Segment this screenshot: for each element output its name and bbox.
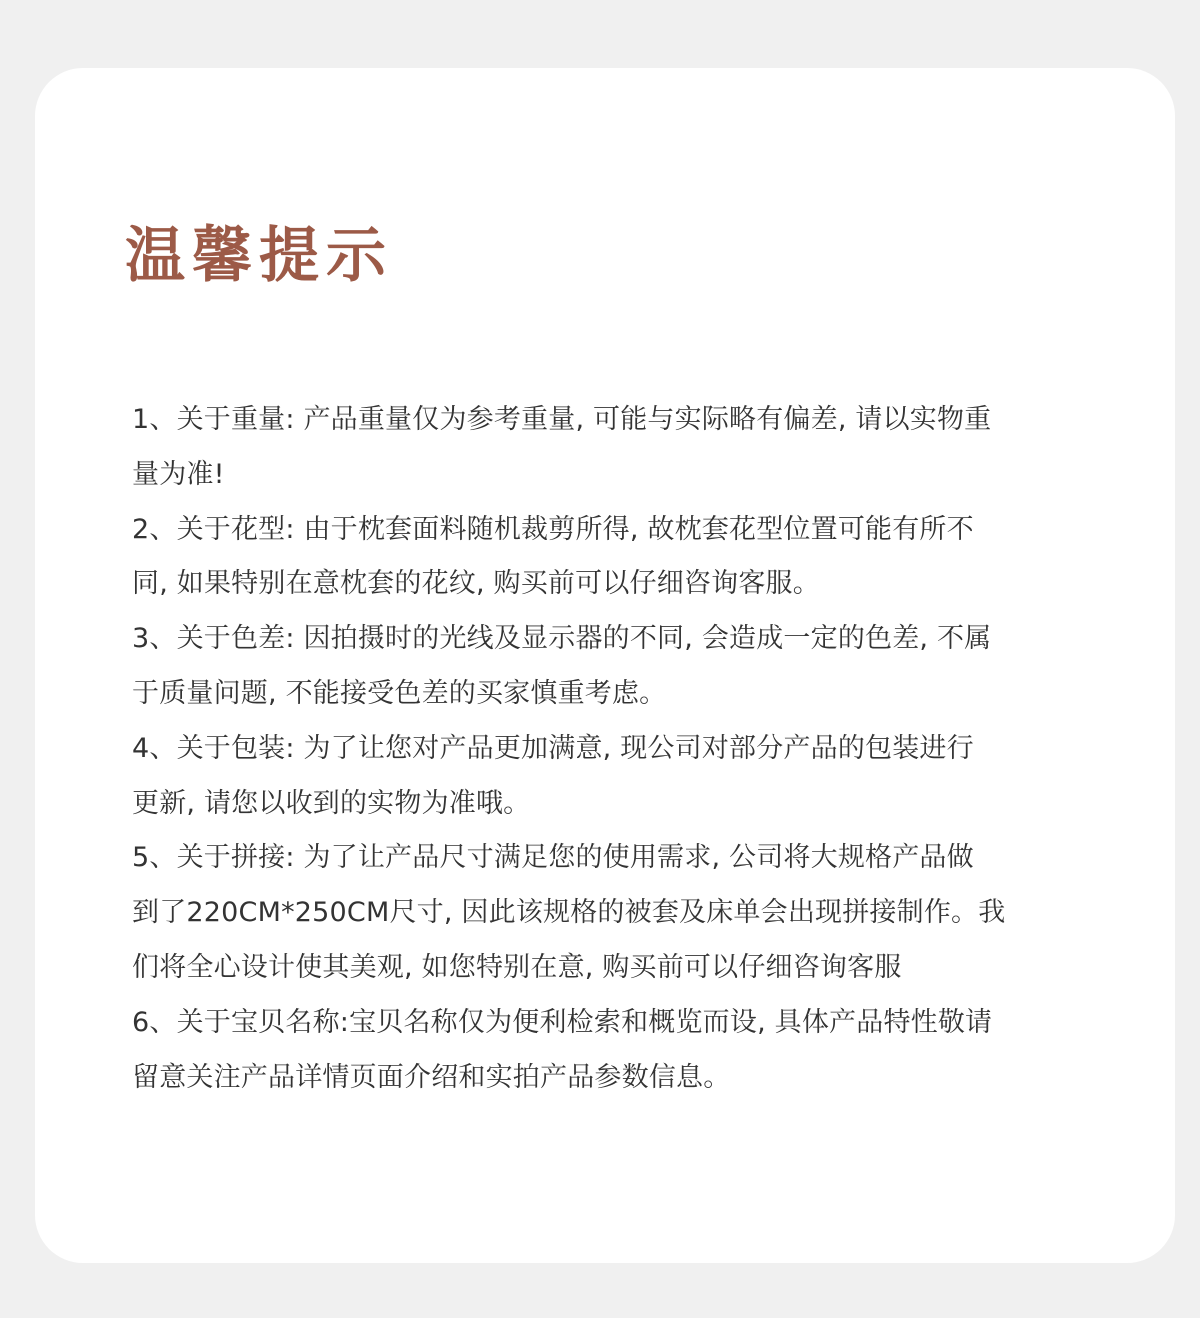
note-1-line-1: 1、关于重量: 产品重量仅为参考重量, 可能与实际略有偏差, 请以实物重 [132, 404, 992, 435]
note-2-line-1: 2、关于花型: 由于枕套面料随机裁剪所得, 故枕套花型位置可能有所不 [132, 513, 974, 545]
note-6-line-2: 留意关注产品详情页面介绍和实拍产品参数信息。 [132, 1061, 731, 1093]
note-2-line-2: 同, 如果特别在意枕套的花纹, 购买前可以仔细咨询客服。 [132, 568, 820, 600]
note-4-line-1: 4、关于包装: 为了让您对产品更加满意, 现公司对部分产品的包装进行 [132, 732, 974, 764]
note-3-line-1: 3、关于色差: 因拍摄时的光线及显示器的不同, 会造成一定的色差, 不属 [132, 623, 992, 655]
note-1-line-2: 量为准! [132, 458, 225, 490]
notice-list [132, 393, 1092, 1105]
note-5-line-3: 们将全心设计使其美观, 如您特别在意, 购买前可以仔细咨询客服 [132, 951, 902, 983]
notice-title: 温馨提示 [125, 221, 393, 291]
note-3-line-2: 于质量问题, 不能接受色差的买家慎重考虑。 [132, 677, 667, 709]
notice-card [35, 68, 1175, 1263]
note-5-line-2: 到了220CM*250CM尺寸, 因此该规格的被套及床单会出现拼接制作。我 [132, 897, 1006, 929]
note-5-line-1: 5、关于拼接: 为了让产品尺寸满足您的使用需求, 公司将大规格产品做 [132, 842, 974, 874]
note-4-line-2: 更新, 请您以收到的实物为准哦。 [132, 787, 531, 819]
note-6-line-1: 6、关于宝贝名称:宝贝名称仅为便利检索和概览而设, 具体产品特性敬请 [132, 1006, 993, 1038]
